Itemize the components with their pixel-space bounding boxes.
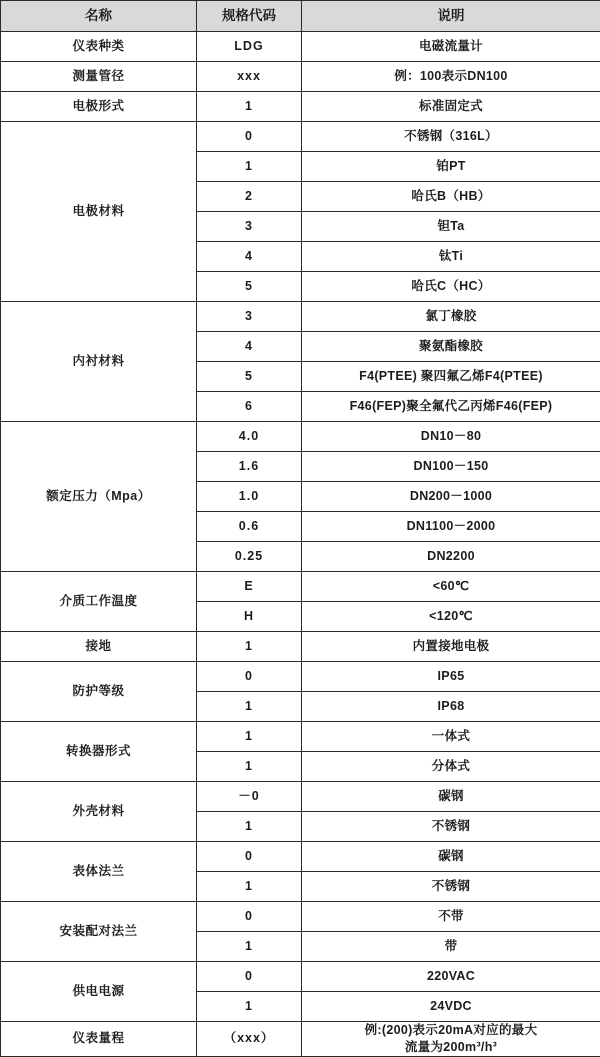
row-code: 0 xyxy=(197,122,302,152)
table-row xyxy=(1,572,600,602)
table-row xyxy=(1,782,600,812)
row-code: 1 xyxy=(197,992,302,1022)
table-row xyxy=(1,302,600,332)
row-name: 仪表量程 xyxy=(1,1022,197,1057)
table-row xyxy=(1,422,600,452)
description-line-1: 例:(200)表示20mA对应的最大 xyxy=(365,1023,538,1037)
row-description: 聚氨酯橡胶 xyxy=(302,332,600,362)
table-row xyxy=(1,722,600,752)
row-code: E xyxy=(197,572,302,602)
table-row xyxy=(1,62,600,92)
row-description: 钛Ti xyxy=(302,242,600,272)
row-code: 1.6 xyxy=(197,452,302,482)
row-description: 氯丁橡胶 xyxy=(302,302,600,332)
row-description: 例：100表示DN100 xyxy=(302,62,600,92)
table-row xyxy=(1,842,600,872)
row-code: 1 xyxy=(197,932,302,962)
row-code: 4 xyxy=(197,332,302,362)
row-description: DN100－150 xyxy=(302,452,600,482)
row-description: 带 xyxy=(302,932,600,962)
table-header-row xyxy=(1,1,600,32)
row-name: 仪表种类 xyxy=(1,32,197,62)
row-description: IP65 xyxy=(302,662,600,692)
table-header xyxy=(1,1,600,32)
row-code: 1 xyxy=(197,812,302,842)
row-code: 0 xyxy=(197,902,302,932)
row-code: 1.0 xyxy=(197,482,302,512)
row-name: 介质工作温度 xyxy=(1,572,197,632)
row-code: （xxx） xyxy=(197,1022,302,1057)
row-name: 安装配对法兰 xyxy=(1,902,197,962)
row-description: 分体式 xyxy=(302,752,600,782)
header-name: 名称 xyxy=(1,1,197,32)
row-code: 1 xyxy=(197,692,302,722)
row-code: 0.25 xyxy=(197,542,302,572)
row-code: 1 xyxy=(197,872,302,902)
row-name: 转换器形式 xyxy=(1,722,197,782)
table-row xyxy=(1,662,600,692)
row-description: 碳钢 xyxy=(302,842,600,872)
row-name: 供电电源 xyxy=(1,962,197,1022)
row-description: 钽Ta xyxy=(302,212,600,242)
row-name: 额定压力（Mpa） xyxy=(1,422,197,572)
row-code: 6 xyxy=(197,392,302,422)
row-description: F46(FEP)聚全氟代乙丙烯F46(FEP) xyxy=(302,392,600,422)
header-desc: 说明 xyxy=(302,1,600,32)
table-row xyxy=(1,122,600,152)
row-code: 4 xyxy=(197,242,302,272)
row-description: F4(PTEE) 聚四氟乙烯F4(PTEE) xyxy=(302,362,600,392)
row-code: 1 xyxy=(197,752,302,782)
row-name: 表体法兰 xyxy=(1,842,197,902)
row-description: 铂PT xyxy=(302,152,600,182)
row-code: 0 xyxy=(197,662,302,692)
row-code: 1 xyxy=(197,722,302,752)
row-code: 1 xyxy=(197,152,302,182)
row-description: 电磁流量计 xyxy=(302,32,600,62)
row-code: 2 xyxy=(197,182,302,212)
row-name: 内衬材料 xyxy=(1,302,197,422)
row-description: <120℃ xyxy=(302,602,600,632)
row-description: 不带 xyxy=(302,902,600,932)
row-code: 1 xyxy=(197,92,302,122)
row-description: DN10－80 xyxy=(302,422,600,452)
table-row xyxy=(1,1022,600,1057)
row-description: 一体式 xyxy=(302,722,600,752)
row-code: LDG xyxy=(197,32,302,62)
row-name: 防护等级 xyxy=(1,662,197,722)
table-row xyxy=(1,632,600,662)
row-name: 外壳材料 xyxy=(1,782,197,842)
table-row xyxy=(1,92,600,122)
table-row xyxy=(1,902,600,932)
row-code: xxx xyxy=(197,62,302,92)
row-code: 5 xyxy=(197,272,302,302)
row-description: 220VAC xyxy=(302,962,600,992)
row-name: 电极材料 xyxy=(1,122,197,302)
row-code: 1 xyxy=(197,632,302,662)
row-name: 电极形式 xyxy=(1,92,197,122)
table-body xyxy=(1,32,600,1057)
row-description: 哈氏B（HB） xyxy=(302,182,600,212)
row-description: 内置接地电极 xyxy=(302,632,600,662)
description-line-2: 流量为200m³/h³ xyxy=(302,1039,600,1056)
row-description xyxy=(302,1022,600,1057)
row-description: <60℃ xyxy=(302,572,600,602)
row-description: 不锈钢 xyxy=(302,812,600,842)
row-code: 0.6 xyxy=(197,512,302,542)
row-name: 测量管径 xyxy=(1,62,197,92)
table-row xyxy=(1,32,600,62)
row-code: 0 xyxy=(197,962,302,992)
row-name: 接地 xyxy=(1,632,197,662)
row-description: DN200－1000 xyxy=(302,482,600,512)
row-description: DN2200 xyxy=(302,542,600,572)
row-code: 3 xyxy=(197,212,302,242)
row-description: 不锈钢（316L） xyxy=(302,122,600,152)
row-description: 碳钢 xyxy=(302,782,600,812)
row-code: 3 xyxy=(197,302,302,332)
row-description: DN1100－2000 xyxy=(302,512,600,542)
row-code: 0 xyxy=(197,842,302,872)
row-description: 不锈钢 xyxy=(302,872,600,902)
row-description: 标准固定式 xyxy=(302,92,600,122)
row-description: 24VDC xyxy=(302,992,600,1022)
header-code: 规格代码 xyxy=(197,1,302,32)
row-code: －0 xyxy=(197,782,302,812)
table-row xyxy=(1,962,600,992)
row-description: 哈氏C（HC） xyxy=(302,272,600,302)
row-code: 4.0 xyxy=(197,422,302,452)
row-code: 5 xyxy=(197,362,302,392)
row-code: H xyxy=(197,602,302,632)
row-description: IP68 xyxy=(302,692,600,722)
